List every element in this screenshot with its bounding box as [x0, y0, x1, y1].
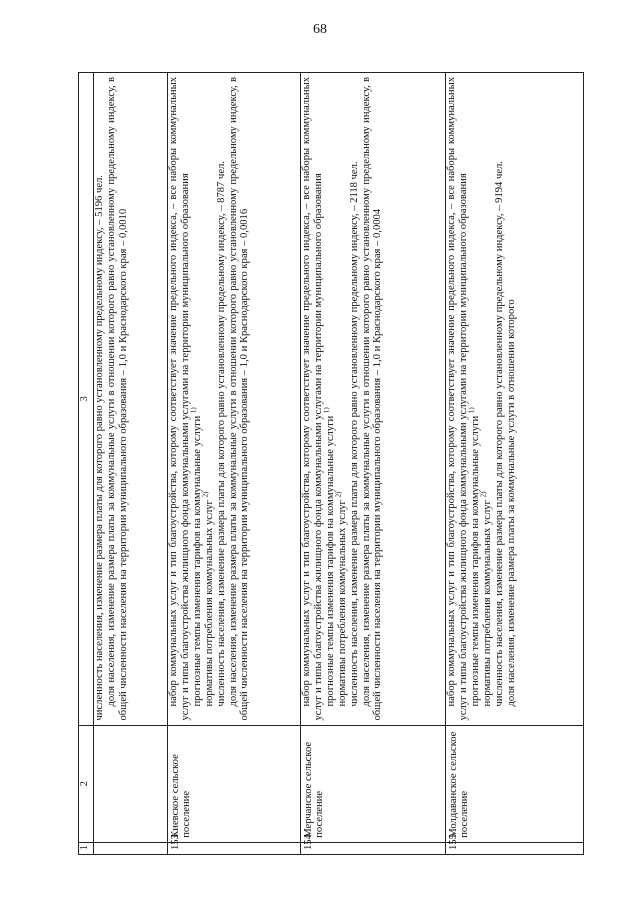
settlement-name: Мерчанское сельское поселение [301, 725, 446, 842]
consumption-norms-line [479, 77, 494, 721]
settlement-name: Молдаванское сельское поселение [446, 725, 584, 842]
footnote-ref: 2) [479, 491, 488, 498]
description-cell [168, 73, 301, 726]
column-header-3: 3 [79, 73, 94, 726]
tariff-forecast-text: прогнозные темпы изменения тарифов на коммунальные услуги [469, 415, 481, 707]
footnote-ref: 2) [201, 491, 210, 498]
footnote-ref: 2) [334, 491, 343, 498]
population-count-text: численность населения, изменение размера платы для которого равно установленному предельному индексу, – 2118 чел. [348, 161, 360, 707]
population-count-text: численность населения, изменение размера платы для которого равно установленному предельному индексу, – 5196 чел. [94, 175, 105, 721]
indices-table [78, 72, 584, 855]
consumption-norms-text: нормативы потребления коммунальных услуг [336, 500, 348, 707]
population-share-text: доля населения, изменение размера платы за коммунальные услуги в отношении которого равно установленному предельному индексу, в общей численности населения на территории муниципального образования – 1,0 и Краснодарского края – 0,0016 [227, 77, 251, 721]
description-cell [301, 73, 446, 726]
tariff-forecast-line [322, 77, 337, 721]
table-row-continuation [94, 73, 168, 855]
description-cell [94, 73, 168, 726]
footnote-ref: 1) [189, 407, 198, 414]
table-row [446, 73, 584, 855]
row-number: 154 [301, 842, 446, 854]
tariff-forecast-text: прогнозные темпы изменения тарифов на коммунальные услуги [324, 415, 336, 707]
rotated-table-area [78, 72, 582, 855]
consumption-norms-line [201, 77, 216, 721]
table-wrapper [78, 72, 582, 855]
tariff-forecast-line [467, 77, 482, 721]
population-count-text: численность населения, изменение размера платы для которого равно установленному предельному индексу, – 8787 чел. [215, 161, 227, 707]
row-number: 155 [446, 842, 584, 854]
tariff-forecast-text: прогнозные темпы изменения тарифов на коммунальные услуги [191, 415, 203, 707]
population-count-text: численность населения, изменение размера платы для которого равно установленному предельному индексу, – 9194 чел. [493, 161, 505, 707]
consumption-norms-text: нормативы потребления коммунальных услуг [481, 500, 493, 707]
population-share-text: доля населения, изменение размера платы за коммунальные услуги в отношении которого [505, 299, 517, 707]
settlement-name-cell [94, 725, 168, 842]
description-cell [446, 73, 584, 726]
consumption-norms-text: нормативы потребления коммунальных услуг [203, 500, 215, 707]
service-set-text: набор коммунальных услуг и тип благоустройства, которому соответствует значение предельного индекса, – все наборы коммунальных услуг и типы благоустройства жилищного фонда коммунальными услугами на территории муниципального образования [301, 77, 324, 721]
table-row [168, 73, 301, 855]
footnote-ref: 1) [467, 407, 476, 414]
column-header-1: 1 [79, 842, 94, 854]
service-set-text: набор коммунальных услуг и тип благоустройства, которому соответствует значение предельного индекса, – все наборы коммунальных услуг и типы благоустройства жилищного фонда коммунальными услугами на территории муниципального образования [446, 77, 469, 721]
table-header-row [79, 73, 94, 855]
table-row [301, 73, 446, 855]
page-number: 68 [313, 22, 327, 37]
row-number-cell [94, 842, 168, 854]
service-set-text: набор коммунальных услуг и тип благоустройства, которому соответствует значение предельного индекса, – все наборы коммунальных услуг и типы благоустройства жилищного фонда коммунальными услугами на территории муниципального образования [168, 77, 191, 721]
row-number: 153 [168, 842, 301, 854]
footnote-ref: 1) [322, 407, 331, 414]
population-share-text: доля населения, изменение размера платы за коммунальные услуги в отношении которого равно установленному предельному индексу, в общей численности населения на территории муниципального образования – 1,0 и Краснодарского края – 0,0010 [105, 77, 129, 721]
column-header-2: 2 [79, 725, 94, 842]
settlement-name: Киевское сельское поселение [168, 725, 301, 842]
population-share-text: доля населения, изменение размера платы за коммунальные услуги в отношении которого равно установленному предельному индексу, в общей численности населения на территории муниципального образования – 1,0 и Краснодарского края – 0,0004 [360, 77, 384, 721]
tariff-forecast-line [189, 77, 204, 721]
consumption-norms-line [334, 77, 349, 721]
